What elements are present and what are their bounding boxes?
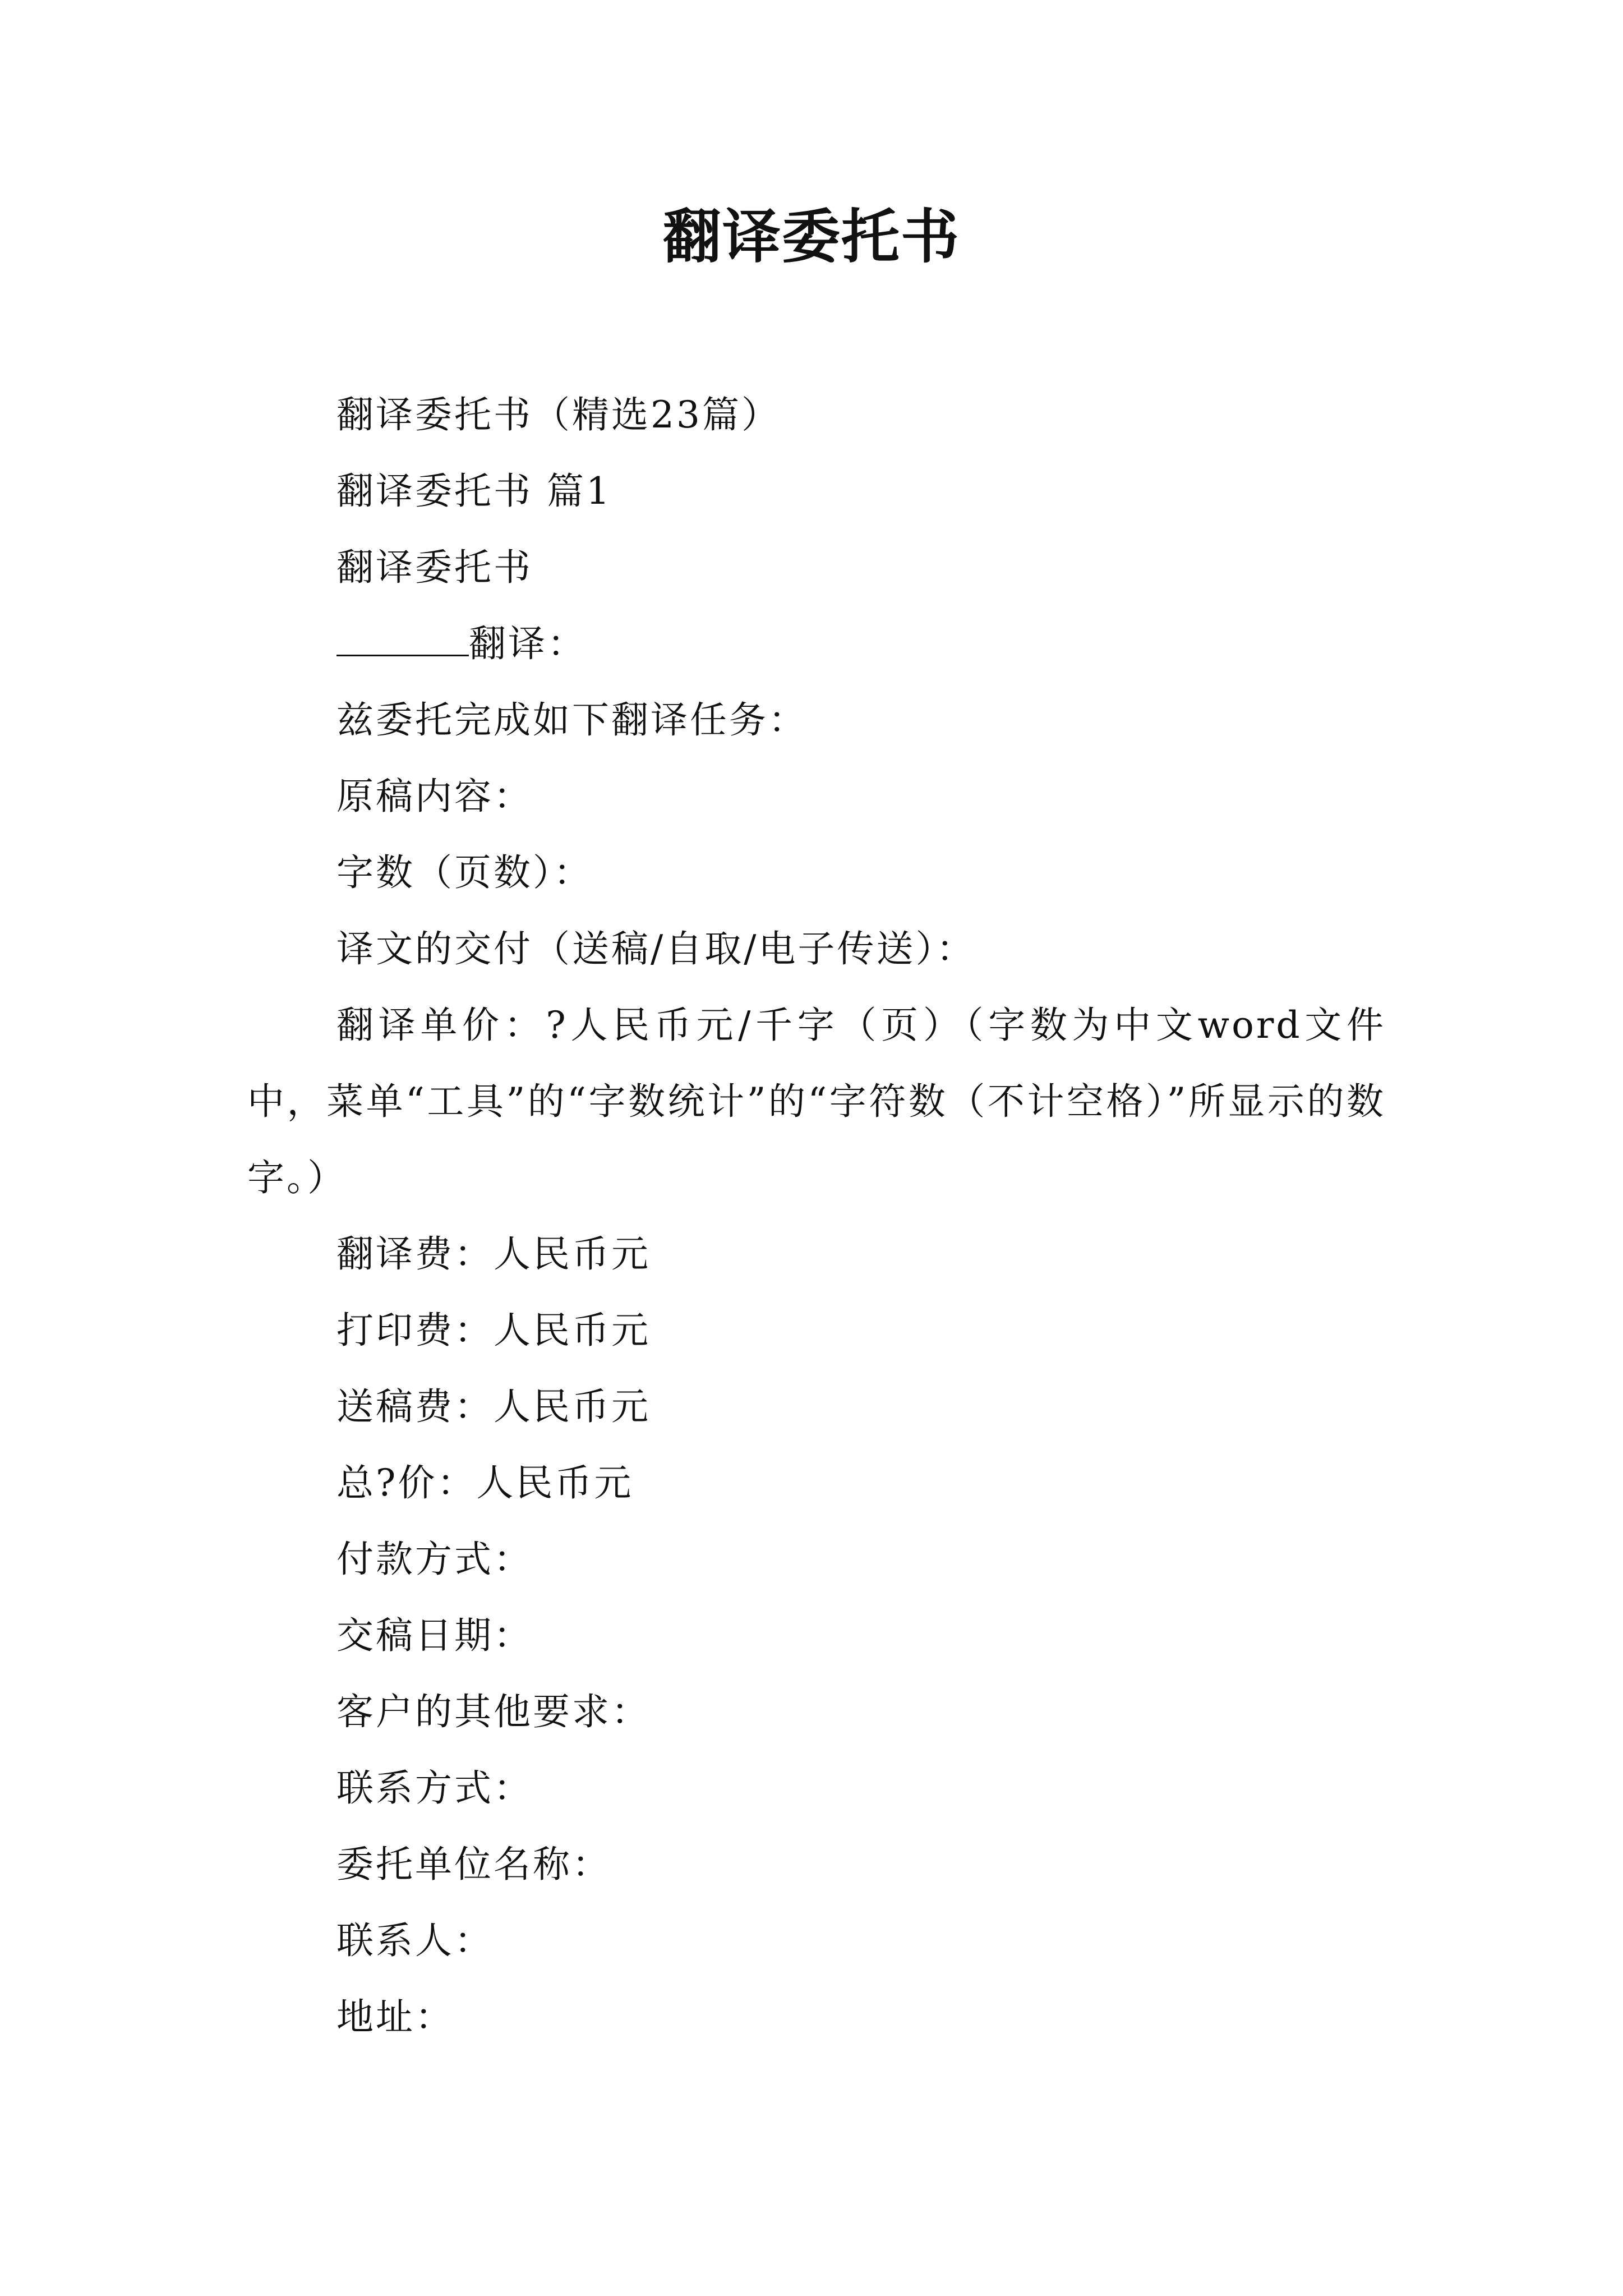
paragraph-delivery-fee: 送稿费：人民币元 — [336, 1385, 651, 1428]
paragraph-original-content: 原稿内容： — [336, 775, 533, 818]
paragraph-due-date: 交稿日期： — [336, 1614, 533, 1657]
document-title: 翻译委托书 — [662, 203, 960, 271]
paragraph-word-count: 字数（页数）： — [336, 851, 593, 894]
paragraph-unit-price: 翻译单价：?人民币元/千字（页）（字数为中文word文件中，菜单“工具”的“字数统计”的“字符数（不计空格）”所显示的数字。） — [247, 1004, 1386, 1199]
paragraph-delivery: 译文的交付（送稿/自取/电子传送）： — [336, 927, 976, 970]
paragraph-printing-fee: 打印费：人民币元 — [336, 1309, 651, 1352]
addressee-label: 翻译： — [469, 622, 587, 665]
paragraph-payment-method: 付款方式： — [336, 1538, 533, 1581]
paragraph-contact-person: 联系人： — [336, 1919, 494, 1962]
paragraph-intro: 兹委托完成如下翻译任务： — [336, 698, 808, 742]
blank-fill-line — [336, 624, 469, 656]
paragraph-addressee — [247, 606, 1386, 682]
paragraph-section-heading: 翻译委托书 篇1 — [336, 470, 612, 513]
paragraph-form-title: 翻译委托书 — [336, 546, 533, 589]
paragraph-subtitle: 翻译委托书（精选23篇） — [336, 393, 781, 436]
paragraph-contact-method: 联系方式： — [336, 1766, 533, 1810]
document-body — [247, 377, 1386, 2055]
paragraph-client-name: 委托单位名称： — [336, 1843, 611, 1886]
paragraph-address: 地址： — [336, 1995, 454, 2039]
paragraph-other-requirements: 客户的其他要求： — [336, 1690, 651, 1733]
paragraph-total-price: 总?价：人民币元 — [336, 1461, 634, 1504]
paragraph-translation-fee: 翻译费：人民币元 — [336, 1232, 651, 1276]
